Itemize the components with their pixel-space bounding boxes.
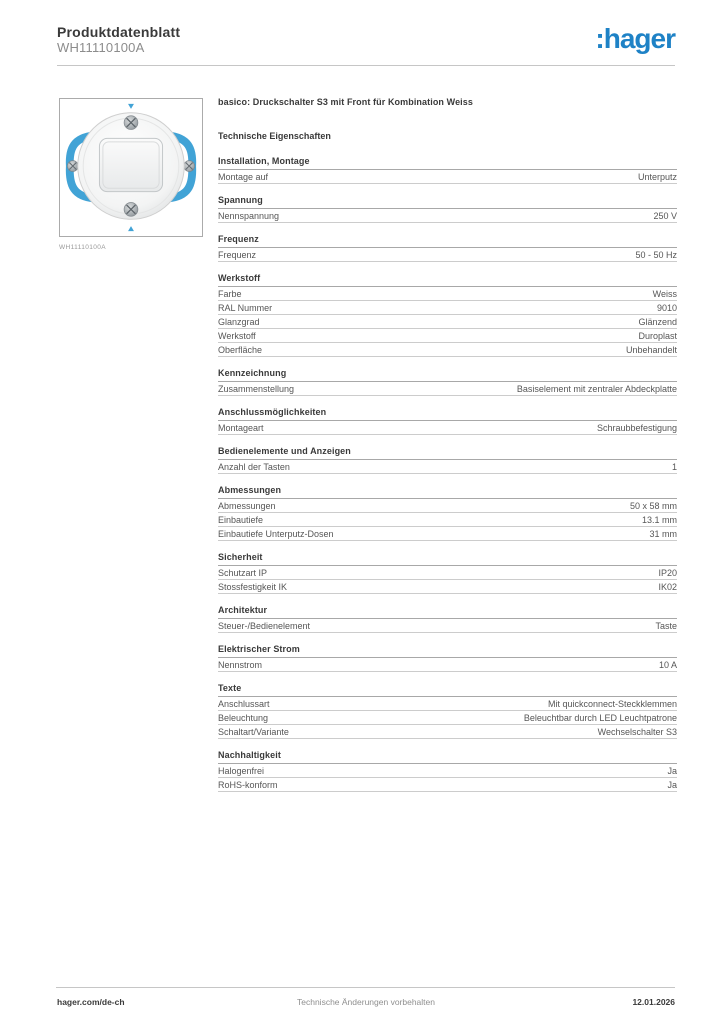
- spec-label: Glanzgrad: [218, 317, 260, 327]
- spec-row: [218, 329, 677, 343]
- spec-section-heading: Sicherheit: [218, 552, 677, 566]
- spec-row: [218, 170, 677, 184]
- spec-section: [218, 683, 677, 739]
- spec-section-heading: Kennzeichnung: [218, 368, 677, 382]
- spec-value: 13.1 mm: [641, 515, 677, 525]
- spec-value: Glänzend: [638, 317, 677, 327]
- spec-label: Nennstrom: [218, 660, 263, 670]
- right-clamp-screw: [184, 161, 195, 172]
- spec-section-heading: Frequenz: [218, 234, 677, 248]
- footer-divider: [56, 987, 675, 988]
- spec-row: [218, 248, 677, 262]
- spec-label: Schutzart IP: [218, 568, 268, 578]
- spec-section: [218, 644, 677, 672]
- push-button: [99, 138, 162, 191]
- spec-row: [218, 315, 677, 329]
- footer: [57, 997, 675, 1011]
- spec-section: [218, 485, 677, 541]
- spec-section-heading: Werkstoff: [218, 273, 677, 287]
- spec-value: 1: [671, 462, 677, 472]
- spec-label: Schaltart/Variante: [218, 727, 289, 737]
- spec-label: RoHS-konform: [218, 780, 278, 790]
- spec-row: [218, 580, 677, 594]
- spec-value: Weiss: [652, 289, 677, 299]
- spec-section: [218, 552, 677, 594]
- spec-label: Stossfestigkeit IK: [218, 582, 288, 592]
- left-clamp-screw: [67, 161, 78, 172]
- spec-row: [218, 382, 677, 396]
- top-screw: [124, 116, 138, 130]
- spec-row: [218, 301, 677, 315]
- footer-disclaimer: Technische Änderungen vorbehalten: [297, 997, 435, 1007]
- spec-value: Mit quickconnect-Steckklemmen: [547, 699, 677, 709]
- spec-label: Anschlussart: [218, 699, 270, 709]
- top-marker: [128, 104, 134, 109]
- spec-section: [218, 605, 677, 633]
- spec-section: [218, 234, 677, 262]
- spec-row: [218, 566, 677, 580]
- spec-label: Nennspannung: [218, 211, 280, 221]
- spec-value: Schraubbefestigung: [596, 423, 677, 433]
- spec-value: Duroplast: [638, 331, 677, 341]
- spec-value: Taste: [655, 621, 677, 631]
- spec-row: [218, 778, 677, 792]
- spec-row: [218, 697, 677, 711]
- spec-row: [218, 764, 677, 778]
- product-title: basico: Druckschalter S3 mit Front für Kombination Weiss: [218, 97, 473, 107]
- spec-row: [218, 287, 677, 301]
- spec-value: IP20: [658, 568, 677, 578]
- spec-label: Einbautiefe: [218, 515, 264, 525]
- bottom-screw: [124, 203, 138, 217]
- spec-row: [218, 499, 677, 513]
- spec-label: Beleuchtung: [218, 713, 269, 723]
- spec-label: Montage auf: [218, 172, 269, 182]
- header: [57, 24, 675, 55]
- spec-row: [218, 421, 677, 435]
- specs-table: [218, 156, 677, 792]
- spec-label: Zusammenstellung: [218, 384, 295, 394]
- product-image-column: [59, 98, 203, 251]
- spec-value: 10 A: [658, 660, 677, 670]
- spec-value: Wechselschalter S3: [597, 727, 677, 737]
- spec-value: 9010: [656, 303, 677, 313]
- spec-section-heading: Abmessungen: [218, 485, 677, 499]
- spec-section: [218, 156, 677, 184]
- spec-section: [218, 368, 677, 396]
- spec-column: [218, 97, 677, 803]
- spec-section: [218, 407, 677, 435]
- push-switch-illustration: [61, 100, 201, 235]
- spec-value: Unterputz: [637, 172, 677, 182]
- bottom-marker: [128, 226, 134, 231]
- spec-section: [218, 195, 677, 223]
- spec-label: Werkstoff: [218, 331, 256, 341]
- spec-label: Farbe: [218, 289, 242, 299]
- spec-value: 50 x 58 mm: [629, 501, 677, 511]
- spec-section-heading: Architektur: [218, 605, 677, 619]
- spec-label: Montageart: [218, 423, 264, 433]
- spec-value: IK02: [658, 582, 677, 592]
- spec-section: [218, 446, 677, 474]
- footer-date: 12.01.2026: [632, 997, 675, 1007]
- spec-value: 250 V: [653, 211, 677, 221]
- spec-label: RAL Nummer: [218, 303, 273, 313]
- spec-row: [218, 658, 677, 672]
- spec-label: Anzahl der Tasten: [218, 462, 290, 472]
- hager-logo: :hager: [595, 23, 675, 54]
- spec-label: Abmessungen: [218, 501, 276, 511]
- spec-label: Frequenz: [218, 250, 257, 260]
- spec-section-heading: Texte: [218, 683, 677, 697]
- spec-label: Einbautiefe Unterputz-Dosen: [218, 529, 334, 539]
- spec-section-heading: Nachhaltigkeit: [218, 750, 677, 764]
- spec-row: [218, 460, 677, 474]
- spec-row: [218, 619, 677, 633]
- spec-label: Oberfläche: [218, 345, 263, 355]
- spec-value: Ja: [667, 780, 677, 790]
- spec-section-heading: Bedienelemente und Anzeigen: [218, 446, 677, 460]
- spec-section: [218, 273, 677, 357]
- spec-section-heading: Spannung: [218, 195, 677, 209]
- spec-value: Basiselement mit zentraler Abdeckplatte: [516, 384, 677, 394]
- product-code: WH11110100A: [57, 40, 145, 55]
- spec-row: [218, 527, 677, 541]
- spec-section-heading: Elektrischer Strom: [218, 644, 677, 658]
- spec-value: Ja: [667, 766, 677, 776]
- spec-value: 50 - 50 Hz: [635, 250, 677, 260]
- spec-section-heading: Anschlussmöglichkeiten: [218, 407, 677, 421]
- spec-section-heading: Installation, Montage: [218, 156, 677, 170]
- spec-value: Beleuchtbar durch LED Leuchtpatrone: [523, 713, 677, 723]
- spec-section: [218, 750, 677, 792]
- spec-row: [218, 343, 677, 357]
- spec-row: [218, 725, 677, 739]
- spec-label: Halogenfrei: [218, 766, 265, 776]
- footer-website-link[interactable]: hager.com/de-ch: [57, 997, 125, 1007]
- image-caption: WH11110100A: [59, 244, 107, 251]
- spec-row: [218, 209, 677, 223]
- spec-value: Unbehandelt: [625, 345, 677, 355]
- product-image: [59, 98, 203, 237]
- spec-row: [218, 711, 677, 725]
- tech-properties-title: Technische Eigenschaften: [218, 131, 331, 141]
- spec-label: Steuer-/Bedienelement: [218, 621, 311, 631]
- spec-row: [218, 513, 677, 527]
- spec-value: 31 mm: [649, 529, 677, 539]
- header-divider: [57, 65, 675, 66]
- document-title: Produktdatenblatt: [57, 24, 181, 40]
